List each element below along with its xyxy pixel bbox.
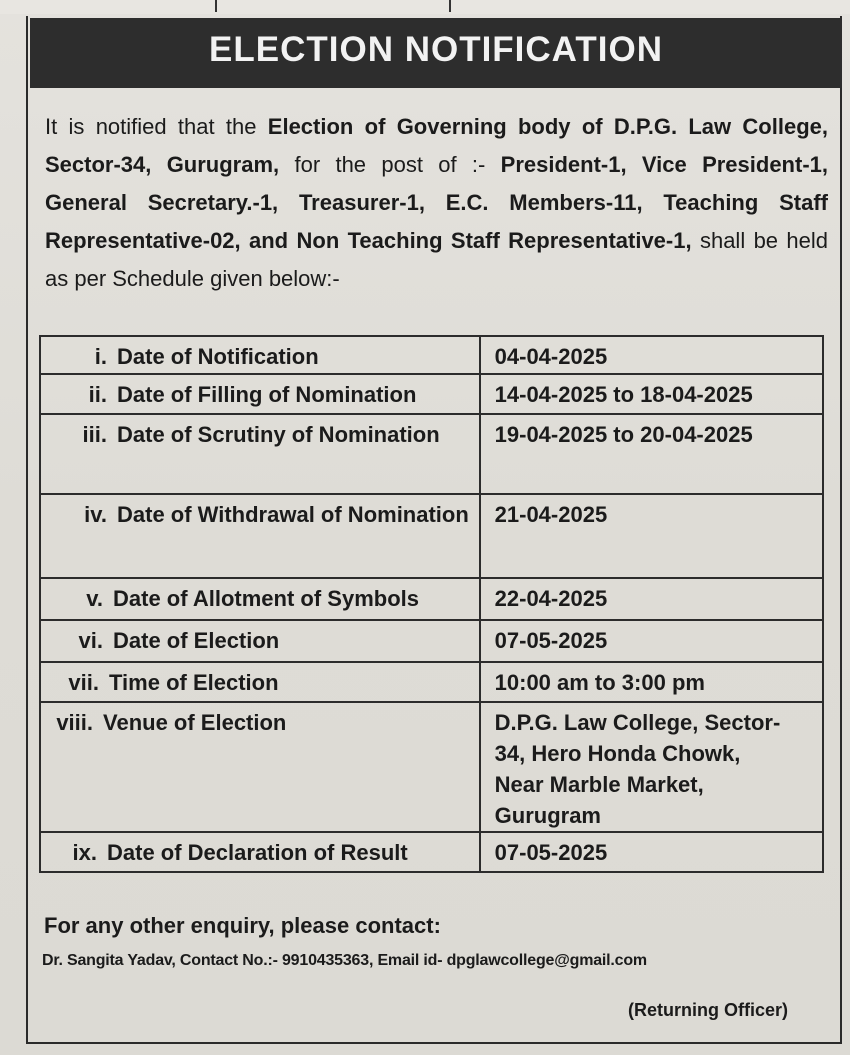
table-row xyxy=(40,336,823,374)
row-number: iii. xyxy=(82,422,107,447)
row-label: Date of Notification xyxy=(117,344,319,369)
row-number: ii. xyxy=(88,382,107,407)
row-number: v. xyxy=(86,586,103,611)
table-row xyxy=(40,662,823,702)
table-row xyxy=(40,832,823,872)
table-row xyxy=(40,578,823,620)
row-value: D.P.G. Law College, Sector-34, Hero Honda Chowk, Near Marble Market, Gurugram xyxy=(494,710,781,828)
intro-text-4: President-1, Vice President-1, General Secretary.-1, Treasurer-1, E.C. Members-11, Teaching Staff Representative-02, and Non Teaching Staff Representative-1, xyxy=(45,152,828,253)
row-label: Date of Election xyxy=(113,628,280,653)
intro-paragraph xyxy=(45,108,828,298)
row-value: 22-04-2025 xyxy=(494,586,608,611)
returning-officer: (Returning Officer) xyxy=(628,1000,788,1020)
table-row xyxy=(40,374,823,414)
table-row xyxy=(40,620,823,662)
row-number: vii. xyxy=(68,670,99,695)
schedule-table xyxy=(39,335,824,873)
contact-line: Dr. Sangita Yadav, Contact No.:- 9910435363, Email id- dpglawcollege@gmail.com xyxy=(42,952,647,969)
row-value: 07-05-2025 xyxy=(494,840,608,865)
row-value: 19-04-2025 to 20-04-2025 xyxy=(494,422,753,447)
intro-text-3: for the post of :- xyxy=(279,152,501,177)
row-label: Time of Election xyxy=(109,670,279,695)
intro-text-1: It is notified that the xyxy=(45,114,268,139)
row-label: Date of Filling of Nomination xyxy=(117,382,417,407)
row-label: Venue of Election xyxy=(103,710,287,735)
row-value: 07-05-2025 xyxy=(494,628,608,653)
row-label: Date of Allotment of Symbols xyxy=(113,586,419,611)
table-row xyxy=(40,494,823,578)
row-label: Date of Scrutiny of Nomination xyxy=(117,422,440,447)
enquiry-heading: For any other enquiry, please contact: xyxy=(44,913,441,938)
row-number: vi. xyxy=(78,628,103,653)
row-value: 10:00 am to 3:00 pm xyxy=(494,670,705,695)
intro-text-2: Election of Governing body of D.P.G. Law College, Sector-34, Gurugram, xyxy=(45,114,828,177)
table-row xyxy=(40,414,823,494)
row-number: viii. xyxy=(56,710,93,735)
column-rule xyxy=(449,0,451,12)
intro-text-5: shall be held as per Schedule given below:- xyxy=(45,228,828,291)
row-number: i. xyxy=(94,344,107,369)
row-label: Date of Declaration of Result xyxy=(107,840,408,865)
row-number: iv. xyxy=(84,502,107,527)
row-value: 14-04-2025 to 18-04-2025 xyxy=(494,382,753,407)
column-rule xyxy=(215,0,217,12)
row-label: Date of Withdrawal of Nomination xyxy=(117,502,469,527)
table-row xyxy=(40,702,823,832)
notice-title: ELECTION NOTIFICATION xyxy=(209,30,663,69)
row-value: 21-04-2025 xyxy=(494,502,608,527)
top-strip xyxy=(0,0,850,14)
row-number: ix. xyxy=(72,840,97,865)
row-value: 04-04-2025 xyxy=(494,344,608,369)
